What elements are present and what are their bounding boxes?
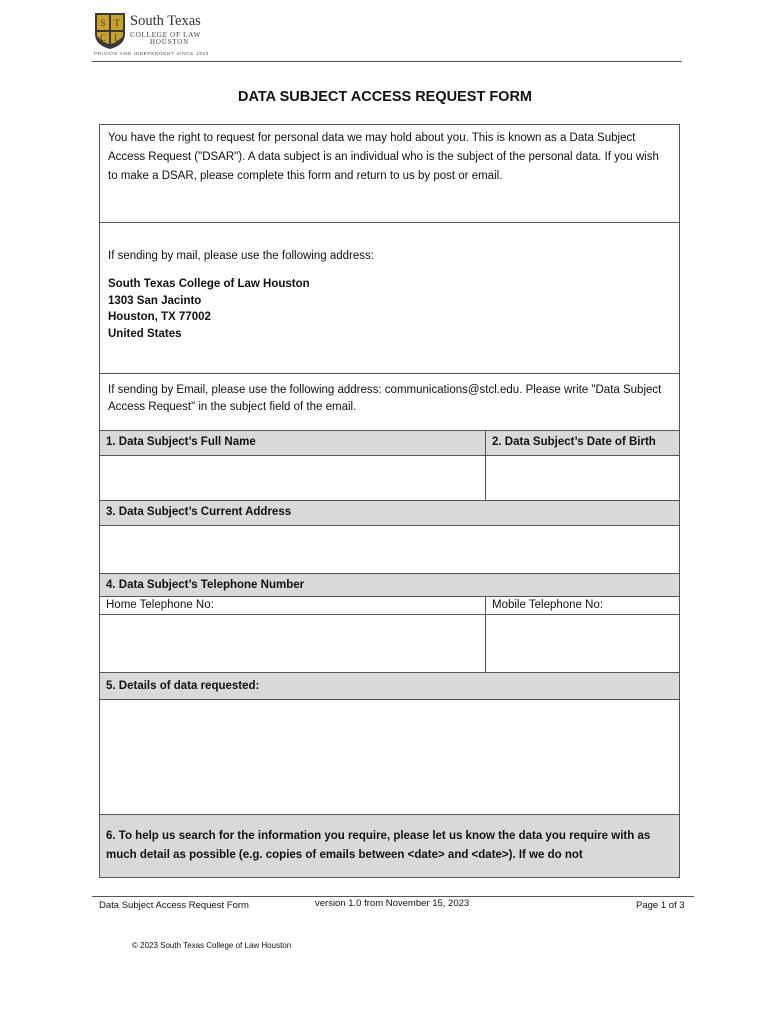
telephone-label: 4. Data Subject’s Telephone Number [100,574,679,597]
logo-line-1: South Texas [130,13,201,29]
page-number: Page 1 of 3 [636,900,685,911]
full-name-field[interactable] [100,456,486,500]
svg-text:C: C [99,33,107,43]
logo-wordmark [130,14,201,46]
logo-line-2: COLLEGE OF LAW [130,29,201,39]
dob-field[interactable] [486,456,679,500]
stcl-shield-logo [94,12,126,50]
header-divider [92,61,682,62]
mail-section [100,223,679,374]
address-line-3: Houston, TX 77002 [108,311,211,323]
footer-form-name: Data Subject Access Request Form [99,900,249,911]
intro-text: You have the right to request for personal data we may hold about you. This is known as a Data Subject Access Request ("DSAR"). A data subject is an individual who is the subject of the personal data. If you wish to make a DSAR, please complete this form and return to us by post or email. [108,132,659,182]
phone-input-row [100,615,679,673]
current-address-label: 3. Data Subject’s Current Address [100,501,679,526]
form-title: DATA SUBJECT ACCESS REQUEST FORM [237,89,533,105]
home-phone-label: Home Telephone No: [100,597,486,614]
help-text-row [100,815,679,877]
details-field[interactable] [100,700,679,815]
svg-text:T: T [114,18,120,28]
email-section [100,374,679,431]
svg-text:S: S [100,18,106,28]
home-phone-field[interactable] [100,615,486,672]
dob-label: 2. Data Subject’s Date of Birth [486,431,679,455]
footer-version: version 1.0 from November 15, 2023 [315,898,470,909]
logo-tagline: PRIVATE AND INDEPENDENT SINCE 1923 [94,52,210,57]
page-header [92,10,682,62]
mobile-phone-label: Mobile Telephone No: [492,599,604,611]
mail-instructions: If sending by mail, please use the following address: [108,250,374,262]
name-dob-input-row [100,456,679,501]
intro-section [100,125,679,223]
name-dob-label-row [100,431,679,456]
address-line-1: South Texas College of Law Houston [108,278,310,290]
email-instructions: If sending by Email, please use the following address: communications@stcl.edu. Please write "Data Subject Access Request" in the subject field of the email. [108,384,662,413]
full-name-label: 1. Data Subject’s Full Name [100,431,486,455]
address-line-4: United States [108,327,182,340]
logo-line-3: HOUSTON [150,38,189,46]
svg-text:L: L [114,33,120,43]
phone-sublabel-row [100,597,679,615]
dsar-form-table [99,124,680,878]
current-address-field[interactable] [100,526,679,574]
mobile-phone-field[interactable] [486,615,679,672]
footer-divider [92,896,694,897]
details-label: 5. Details of data requested: [100,673,679,700]
help-text: 6. To help us search for the information you require, please let us know the data you require with as much detail as possible (e.g. copies of emails between <date> and <date>). If we do not [106,830,651,861]
mailing-address [108,276,671,342]
copyright-notice: © 2023 South Texas College of Law Houston [132,941,292,950]
address-line-2: 1303 San Jacinto [108,294,202,307]
